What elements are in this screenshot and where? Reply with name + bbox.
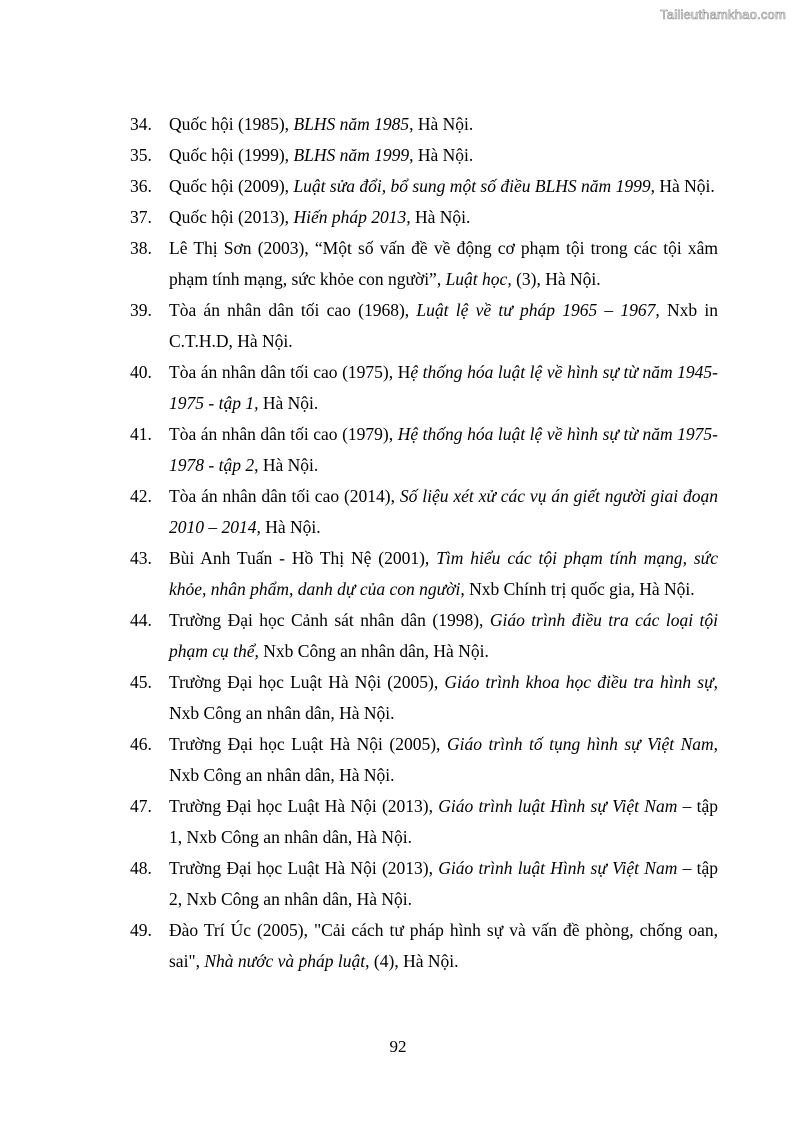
reference-item (130, 419, 718, 481)
reference-title-italic: Giáo trình luật Hình sự Việt Nam – (438, 796, 692, 816)
reference-text-segment: , Hà Nội. (254, 455, 319, 475)
reference-text-segment: Trường Đại học Luật Hà Nội (2005), (169, 734, 447, 754)
reference-title-italic: Giáo trình luật Hình sự Việt Nam – (438, 858, 692, 878)
reference-title-italic: ệ thống hóa luật lệ về hình sự từ năm 1945-1975 - tập 1, (169, 362, 719, 413)
reference-text-segment: Quốc hội (1999), (169, 145, 294, 165)
reference-title-italic: Số liệu xét xử các vụ án giết người giai đoạn 2010 – 2014, (169, 486, 718, 537)
reference-text-segment: Lê Thị Sơn (2003), “Một số vấn đề về động cơ phạm tội trong các tội xâm phạm tính mạng, sức khỏe con người”, (169, 238, 718, 289)
reference-number: 38. (130, 238, 152, 258)
reference-item (130, 605, 718, 667)
reference-text (169, 481, 718, 543)
reference-item (130, 295, 718, 357)
reference-text-segment: , (4), Hà Nội. (365, 951, 459, 971)
reference-text-segment: Nxb Chính trị quốc gia, Hà Nội. (464, 579, 695, 599)
reference-text-segment: Tòa án nhân dân tối cao (2014), (169, 486, 400, 506)
reference-number: 41. (130, 424, 152, 444)
reference-title-italic: Giáo trình tố tụng hình sự Việt Nam (446, 734, 714, 754)
reference-text-segment: Tòa án nhân dân tối cao (1975), H (169, 362, 411, 382)
reference-text-segment: (3), Hà Nội. (511, 269, 601, 289)
reference-text (169, 791, 718, 853)
watermark-text: Tailieuthamkhao.com (660, 7, 786, 22)
reference-text-segment: Trường Đại học Luật Hà Nội (2013), (169, 796, 439, 816)
reference-text-segment: Tòa án nhân dân tối cao (1968), (169, 300, 417, 320)
reference-text (169, 915, 718, 977)
reference-number: 40. (130, 362, 152, 382)
reference-title-italic: Luật học, (445, 269, 512, 289)
reference-number: 44. (130, 610, 152, 630)
reference-text (169, 109, 718, 140)
reference-title-italic: Hệ thống hóa luật lệ về hình sự từ năm 1975-1978 - tập 2 (169, 424, 718, 475)
reference-text (169, 233, 718, 295)
reference-number: 37. (130, 207, 152, 227)
reference-list (130, 109, 718, 977)
reference-text (169, 853, 718, 915)
reference-item (130, 357, 718, 419)
reference-text (169, 295, 718, 357)
reference-number: 39. (130, 300, 152, 320)
reference-text (169, 729, 718, 791)
reference-text (169, 667, 718, 729)
reference-text-segment: Hà Nội. (258, 393, 319, 413)
reference-text-segment: tập 1, Nxb Công an nhân dân, Hà Nội. (169, 796, 718, 847)
reference-item (130, 202, 718, 233)
reference-text-segment: tập 2, Nxb Công an nhân dân, Hà Nội. (169, 858, 718, 909)
reference-item (130, 140, 718, 171)
reference-title-italic: Luật lệ về tư pháp 1965 – 1967, (416, 300, 660, 320)
reference-item (130, 481, 718, 543)
reference-text-segment: Hà Nội. (260, 517, 321, 537)
reference-number: 43. (130, 548, 152, 568)
page-number: 92 (389, 1037, 407, 1056)
reference-text-segment: , Hà Nội. (650, 176, 715, 196)
reference-title-italic: BLHS năm 1999 (293, 145, 410, 165)
reference-number: 35. (130, 145, 152, 165)
reference-title-italic: Tìm hiểu các tội phạm tính mạng, sức khỏe, nhân phẩm, danh dự của con người, (169, 548, 718, 599)
reference-item (130, 915, 718, 977)
reference-text-segment: Bùi Anh Tuấn - Hồ Thị Nệ (2001), (169, 548, 437, 568)
reference-item (130, 543, 718, 605)
reference-number: 36. (130, 176, 152, 196)
reference-text-segment: Tòa án nhân dân tối cao (1979), (169, 424, 398, 444)
reference-number: 48. (130, 858, 152, 878)
reference-number: 42. (130, 486, 152, 506)
reference-number: 46. (130, 734, 152, 754)
reference-text (169, 543, 718, 605)
reference-text-segment: Trường Đại học Cảnh sát nhân dân (1998), (169, 610, 490, 630)
reference-title-italic: Hiến pháp 2013, (293, 207, 411, 227)
reference-item (130, 171, 718, 202)
reference-text (169, 202, 718, 233)
reference-number: 47. (130, 796, 152, 816)
reference-text (169, 357, 718, 419)
reference-text-segment: Hà Nội. (410, 207, 471, 227)
reference-item (130, 729, 718, 791)
reference-text-segment: Quốc hội (1985), (169, 114, 294, 134)
reference-text-segment: , Hà Nội. (409, 114, 474, 134)
reference-number: 45. (130, 672, 152, 692)
reference-text (169, 171, 718, 202)
reference-item (130, 853, 718, 915)
reference-number: 49. (130, 920, 152, 940)
reference-title-italic: Giáo trình điều tra các loại tội phạm cụ thể, (169, 610, 718, 661)
reference-text (169, 605, 718, 667)
reference-text-segment: Nxb Công an nhân dân, Hà Nội. (169, 703, 395, 723)
reference-text (169, 419, 718, 481)
reference-text-segment: , Nxb Công an nhân dân, Hà Nội. (169, 734, 719, 785)
reference-text-segment: Đào Trí Úc (2005), "Cải cách tư pháp hình sự và vấn đề phòng, chống oan, sai", (169, 920, 718, 971)
reference-text-segment: Nxb in C.T.H.D, Hà Nội. (169, 300, 719, 351)
reference-text-segment: Quốc hội (2009), (169, 176, 294, 196)
reference-text-segment: Trường Đại học Luật Hà Nội (2013), (169, 858, 439, 878)
reference-text-segment: Trường Đại học Luật Hà Nội (2005), (169, 672, 445, 692)
reference-text-segment: Nxb Công an nhân dân, Hà Nội. (258, 641, 489, 661)
reference-title-italic: Luật sửa đổi, bổ sung một số điều BLHS năm 1999 (293, 176, 651, 196)
reference-text (169, 140, 718, 171)
reference-title-italic: Nhà nước và pháp luật (204, 951, 366, 971)
reference-item (130, 791, 718, 853)
reference-text-segment: , Hà Nội. (409, 145, 474, 165)
reference-item (130, 109, 718, 140)
reference-text-segment: Quốc hội (2013), (169, 207, 294, 227)
reference-item (130, 233, 718, 295)
reference-title-italic: Giáo trình khoa học điều tra hình sự, (444, 672, 718, 692)
reference-title-italic: BLHS năm 1985 (293, 114, 410, 134)
reference-item (130, 667, 718, 729)
reference-number: 34. (130, 114, 152, 134)
